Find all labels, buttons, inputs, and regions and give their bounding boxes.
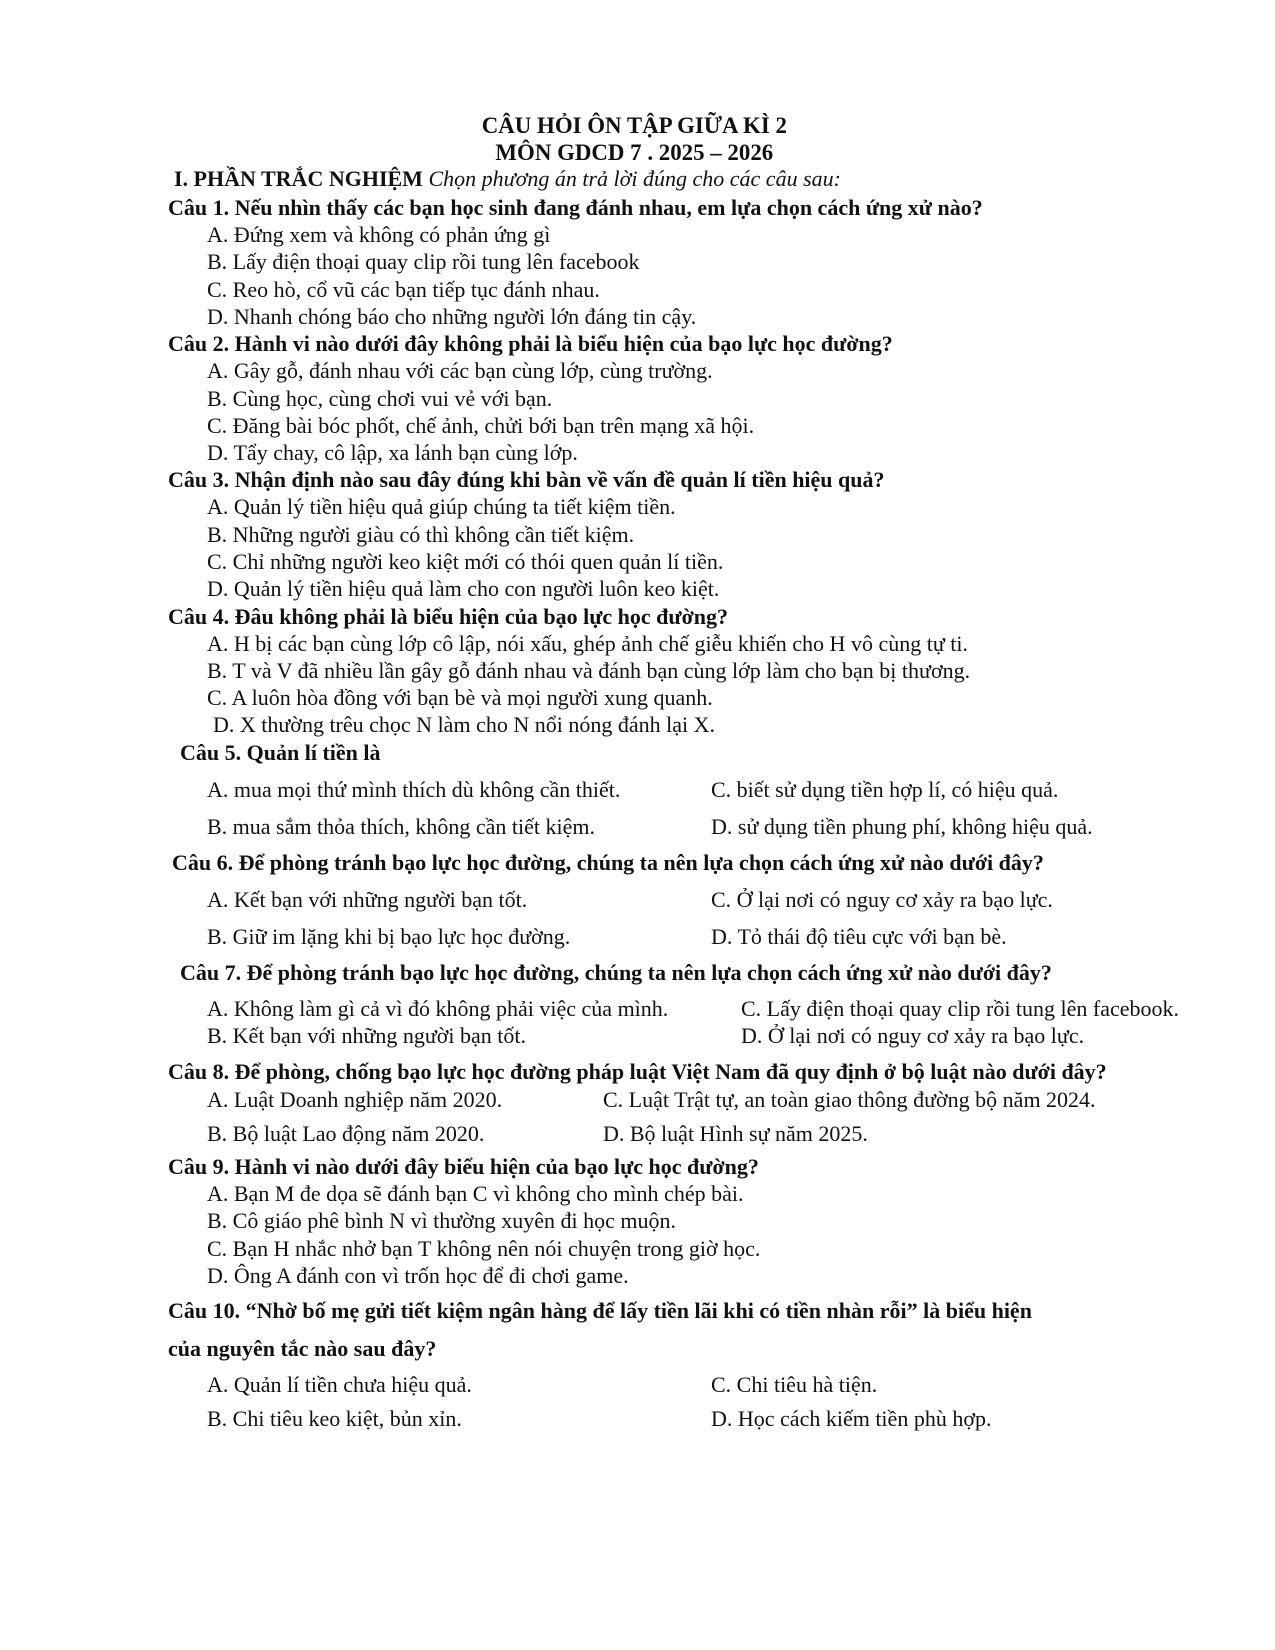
question-prompt-10-cont: của nguyên tắc nào sau đây?	[168, 1336, 437, 1361]
option-10d: D. Học cách kiếm tiền phù hợp.	[711, 1406, 992, 1431]
question-prompt-8: Câu 8. Để phòng, chống bạo lực học đường pháp luật Việt Nam đã quy định ở bộ luật nào dưới đây?	[168, 1059, 1107, 1084]
option-1a: A. Đứng xem và không có phản ứng gì	[207, 222, 551, 247]
option-10a: A. Quản lí tiền chưa hiệu quả.	[207, 1372, 472, 1397]
option-8c: C. Luật Trật tự, an toàn giao thông đường bộ năm 2024.	[603, 1087, 1096, 1112]
option-2b: B. Cùng học, cùng chơi vui vẻ với bạn.	[207, 386, 553, 411]
option-3a: A. Quản lý tiền hiệu quả giúp chúng ta tiết kiệm tiền.	[207, 494, 676, 519]
question-prompt-3: Câu 3. Nhận định nào sau đây đúng khi bàn về vấn đề quản lí tiền hiệu quả?	[168, 467, 885, 492]
question-prompt-1: Câu 1. Nếu nhìn thấy các bạn học sinh đang đánh nhau, em lựa chọn cách ứng xử nào?	[168, 195, 983, 220]
question-prompt-7: Câu 7. Để phòng tránh bạo lực học đường, chúng ta nên lựa chọn cách ứng xử nào dưới đây?	[180, 960, 1052, 985]
option-4d: D. X thường trêu chọc N làm cho N nổi nóng đánh lại X.	[213, 712, 715, 737]
question-prompt-10: Câu 10. “Nhờ bố mẹ gửi tiết kiệm ngân hàng để lấy tiền lãi khi có tiền nhàn rỗi” là biểu hiện	[168, 1298, 1032, 1323]
option-8b: B. Bộ luật Lao động năm 2020.	[207, 1121, 485, 1146]
option-3d: D. Quản lý tiền hiệu quả làm cho con người luôn keo kiệt.	[207, 576, 720, 601]
option-4a: A. H bị các bạn cùng lớp cô lập, nói xấu, ghép ảnh chế giễu khiến cho H vô cùng tự ti.	[207, 631, 968, 656]
option-7a: A. Không làm gì cả vì đó không phải việc của mình.	[207, 996, 669, 1021]
option-9b: B. Cô giáo phê bình N vì thường xuyên đi học muộn.	[207, 1208, 677, 1233]
option-2d: D. Tẩy chay, cô lập, xa lánh bạn cùng lớp.	[207, 440, 578, 465]
page-subtitle: MÔN GDCD 7 . 2025 – 2026	[495, 140, 774, 165]
question-prompt-5: Câu 5. Quản lí tiền là	[180, 740, 381, 765]
question-prompt-4: Câu 4. Đâu không phải là biểu hiện của bạo lực học đường?	[168, 604, 729, 629]
section-heading: I. PHẦN TRẮC NGHIỆM	[174, 166, 423, 191]
section-header	[174, 166, 841, 192]
option-6a: A. Kết bạn với những người bạn tốt.	[207, 887, 528, 912]
option-10b: B. Chi tiêu keo kiệt, bủn xỉn.	[207, 1406, 462, 1431]
option-5d: D. sử dụng tiền phung phí, không hiệu quả.	[711, 814, 1093, 839]
option-7b: B. Kết bạn với những người bạn tốt.	[207, 1023, 527, 1048]
option-4c: C. A luôn hòa đồng với bạn bè và mọi người xung quanh.	[207, 685, 713, 710]
option-1b: B. Lấy điện thoại quay clip rồi tung lên facebook	[207, 249, 640, 274]
option-10c: C. Chi tiêu hà tiện.	[711, 1372, 878, 1397]
option-8d: D. Bộ luật Hình sự năm 2025.	[603, 1121, 868, 1146]
option-5a: A. mua mọi thứ mình thích dù không cần thiết.	[207, 777, 621, 802]
page-title: CÂU HỎI ÔN TẬP GIỮA KÌ 2	[481, 113, 787, 138]
option-9a: A. Bạn M đe dọa sẽ đánh bạn C vì không cho mình chép bài.	[207, 1181, 744, 1206]
option-9d: D. Ông A đánh con vì trốn học để đi chơi game.	[207, 1263, 629, 1288]
option-2a: A. Gây gỗ, đánh nhau với các bạn cùng lớp, cùng trường.	[207, 358, 713, 383]
question-prompt-2: Câu 2. Hành vi nào dưới đây không phải là biểu hiện của bạo lực học đường?	[168, 331, 893, 356]
option-6d: D. Tỏ thái độ tiêu cực với bạn bè.	[711, 924, 1007, 949]
option-7c: C. Lấy điện thoại quay clip rồi tung lên facebook.	[741, 996, 1180, 1021]
option-1c: C. Reo hò, cổ vũ các bạn tiếp tục đánh nhau.	[207, 277, 600, 302]
option-2c: C. Đăng bài bóc phốt, chế ảnh, chửi bới bạn trên mạng xã hội.	[207, 413, 755, 438]
question-prompt-9: Câu 9. Hành vi nào dưới đây biểu hiện của bạo lực học đường?	[168, 1154, 759, 1179]
option-6b: B. Giữ im lặng khi bị bạo lực học đường.	[207, 924, 571, 949]
option-7d: D. Ở lại nơi có nguy cơ xảy ra bạo lực.	[741, 1023, 1085, 1048]
option-3b: B. Những người giàu có thì không cần tiết kiệm.	[207, 522, 635, 547]
question-prompt-6: Câu 6. Để phòng tránh bạo lực học đường, chúng ta nên lựa chọn cách ứng xử nào dưới đây?	[172, 850, 1044, 875]
option-6c: C. Ở lại nơi có nguy cơ xảy ra bạo lực.	[711, 887, 1053, 912]
option-8a: A. Luật Doanh nghiệp năm 2020.	[207, 1087, 503, 1112]
option-3c: C. Chỉ những người keo kiệt mới có thói quen quản lí tiền.	[207, 549, 724, 574]
option-4b: B. T và V đã nhiều lần gây gỗ đánh nhau và đánh bạn cùng lớp làm cho bạn bị thương.	[207, 658, 971, 683]
option-9c: C. Bạn H nhắc nhở bạn T không nên nói chuyện trong giờ học.	[207, 1236, 761, 1261]
option-1d: D. Nhanh chóng báo cho những người lớn đáng tin cậy.	[207, 304, 697, 329]
option-5c: C. biết sử dụng tiền hợp lí, có hiệu quả.	[711, 777, 1059, 802]
option-5b: B. mua sắm thỏa thích, không cần tiết kiệm.	[207, 814, 595, 839]
section-instruction: Chọn phương án trả lời đúng cho các câu sau:	[428, 166, 841, 191]
